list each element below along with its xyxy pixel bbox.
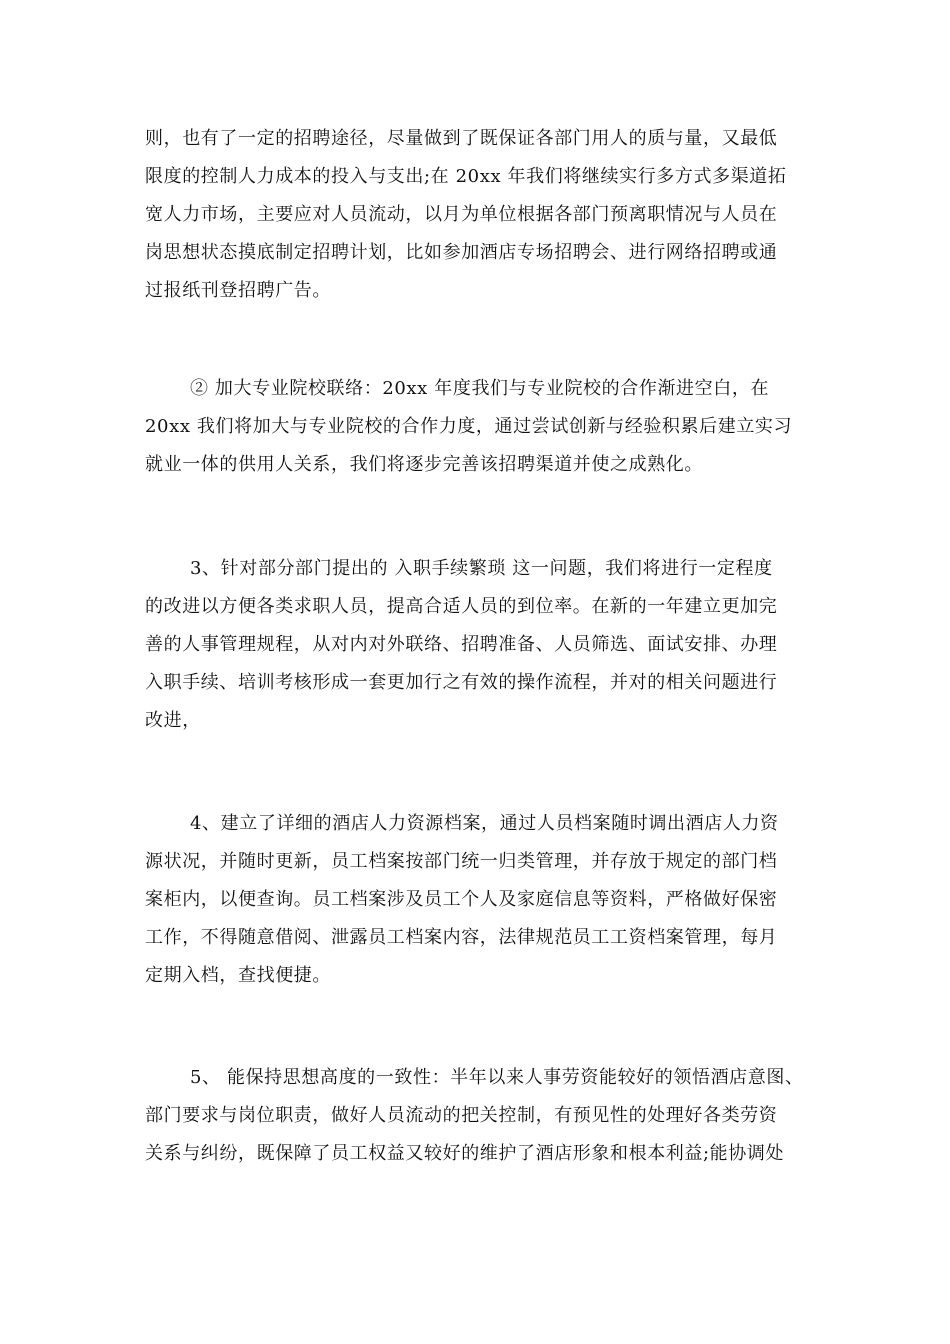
paragraph-1-line-5: 过报纸刊登招聘广告。: [145, 280, 331, 301]
paragraph-3-line-2: 的改进以方便各类求职人员，提高合适人员的到位率。在新的一年建立更加完: [145, 596, 778, 617]
paragraph-5-line-2: 部门要求与岗位职责，做好人员流动的把关控制，有预见性的处理好各类劳资: [145, 1105, 778, 1126]
paragraph-1-line-4: 岗思想状态摸底制定招聘计划，比如参加酒店专场招聘会、进行网络招聘或通: [145, 242, 778, 263]
paragraph-4-line-1: 4、建立了详细的酒店人力资源档案，通过人员档案随时调出酒店人力资: [190, 813, 779, 834]
paragraph-1-line-1: 则，也有了一定的招聘途径，尽量做到了既保证各部门用人的质与量，又最低: [145, 128, 778, 149]
paragraph-4-line-4: 工作，不得随意借阅、泄露员工档案内容，法律规范员工工资档案管理，每月: [145, 927, 778, 948]
paragraph-1-line-3: 宽人力市场，主要应对人员流动，以月为单位根据各部门预离职情况与人员在: [145, 204, 778, 225]
paragraph-4-line-3: 案柜内，以便查询。员工档案涉及员工个人及家庭信息等资料，严格做好保密: [145, 889, 778, 910]
paragraph-4-line-5: 定期入档，查找便捷。: [145, 965, 331, 986]
paragraph-2-line-2: 20xx 我们将加大与专业院校的合作力度，通过尝试创新与经验积累后建立实习: [145, 416, 793, 437]
paragraph-3-line-1: 3、针对部分部门提出的 入职手续繁琐 这一问题，我们将进行一定程度: [190, 558, 773, 579]
paragraph-5-line-3: 关系与纠纷，既保障了员工权益又较好的维护了酒店形象和根本利益;能协调处: [145, 1143, 785, 1164]
paragraph-3-line-5: 改进，: [145, 710, 201, 731]
paragraph-3-line-3: 善的人事管理规程，从对内对外联络、招聘准备、人员筛选、面试安排、办理: [145, 634, 778, 655]
paragraph-3-line-4: 入职手续、培训考核形成一套更加行之有效的操作流程，并对的相关问题进行: [145, 672, 778, 693]
paragraph-2-line-1: ② 加大专业院校联络：20xx 年度我们与专业院校的合作渐进空白，在: [190, 378, 770, 399]
paragraph-4-line-2: 源状况，并随时更新，员工档案按部门统一归类管理，并存放于规定的部门档: [145, 851, 778, 872]
paragraph-2-line-3: 就业一体的供用人关系，我们将逐步完善该招聘渠道并使之成熟化。: [145, 454, 703, 475]
paragraph-1-line-2: 限度的控制人力成本的投入与支出;在 20xx 年我们将继续实行多方式多渠道拓: [145, 166, 787, 187]
paragraph-5-line-1: 5、 能保持思想高度的一致性：半年以来人事劳资能较好的领悟酒店意图、: [190, 1067, 804, 1088]
